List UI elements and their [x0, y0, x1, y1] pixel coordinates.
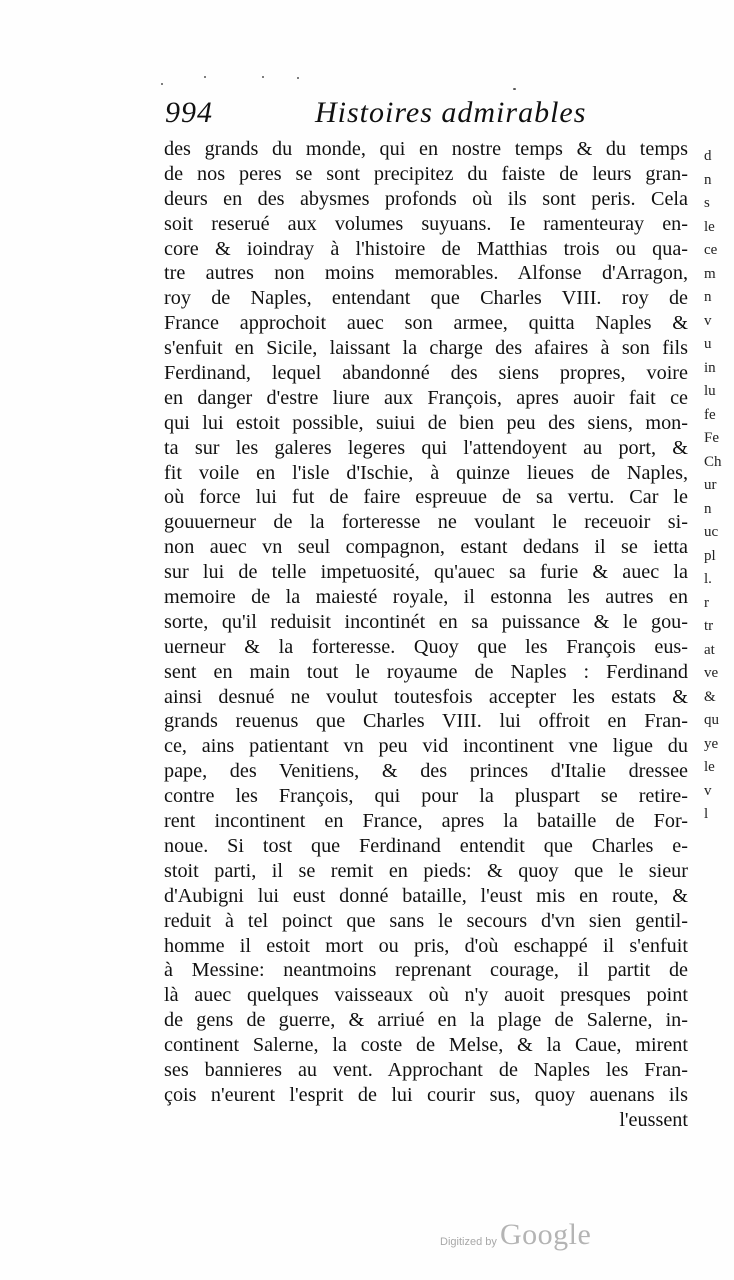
- margin-fragment: in: [704, 359, 716, 376]
- page-header: [165, 96, 685, 136]
- margin-fragment: le: [704, 218, 715, 235]
- text-line: grands reuenus que Charles VIII. lui offroit en Fran-: [164, 710, 688, 733]
- margin-fragment: ur: [704, 477, 717, 493]
- margin-fragment: qu: [704, 712, 719, 728]
- text-line: ce, ains patientant vn peu vid incontinent vne ligue du: [164, 735, 688, 758]
- text-line: là auec quelques vaisseaux où n'y auoit presques point: [164, 984, 688, 1007]
- text-line: tre autres non moins memorables. Alfonse d'Arragon,: [164, 262, 688, 285]
- text-line: ta sur les galeres legeres qui l'attendoyent au port, &: [164, 436, 688, 459]
- text-line: d'Aubigni lui eust donné bataille, l'eust mis en route, &: [164, 884, 688, 907]
- text-line: des grands du monde, qui en nostre temps & du temps: [164, 138, 688, 160]
- margin-fragment: n: [704, 289, 712, 305]
- margin-fragment: le: [704, 759, 715, 775]
- margin-fragment: v: [704, 782, 712, 799]
- text-line: continent Salerne, la coste de Melse, & la Caue, mirent: [164, 1034, 688, 1057]
- margin-fragment: lu: [704, 383, 716, 399]
- page-number: 994: [165, 96, 213, 129]
- text-line: uerneur & la forteresse. Quoy que les François eus-: [164, 635, 688, 658]
- text-line: homme il estoit mort ou pris, d'où eschappé il s'enfuit: [164, 934, 688, 957]
- margin-fragment: fe: [704, 406, 716, 423]
- google-logo: Google: [500, 1218, 592, 1251]
- text-line: pape, des Venitiens, & des princes d'Italie dressee: [164, 760, 688, 783]
- text-line: de gens de guerre, & arriué en la plage de Salerne, in-: [164, 1009, 688, 1032]
- text-line: core & ioindray à l'histoire de Matthias trois ou qua-: [164, 237, 688, 260]
- text-line: ainsi desnué ne voulut toutesfois accepter les estats &: [164, 685, 688, 708]
- text-line: Ferdinand, lequel abandonné des siens propres, voire: [164, 362, 688, 385]
- text-line: rent incontinent en France, apres la bataille de For-: [164, 810, 688, 833]
- ink-speck: [262, 76, 264, 78]
- facing-page-margin: [704, 145, 734, 827]
- margin-fragment: Fe: [704, 430, 719, 446]
- watermark-prefix: Digitized by: [440, 1236, 497, 1248]
- text-line: stoit parti, il se remit en pieds: & quoy que le sieur: [164, 859, 688, 882]
- text-line: roy de Naples, entendant que Charles VIII. roy de: [164, 287, 688, 310]
- text-line: sur lui de telle impetuosité, qu'auec sa furie & auec la: [164, 561, 688, 584]
- margin-fragment: tr: [704, 618, 714, 634]
- text-line: memoire de la maiesté royale, il estonna les autres en: [164, 586, 688, 609]
- text-line: deurs en des abysmes profonds où ils sont peris. Cela: [164, 187, 688, 210]
- text-line: gouuerneur de la forteresse ne voulant le receuoir si-: [164, 511, 688, 534]
- text-line: reduit à tel poinct que sans le secours d'vn sien gentil-: [164, 909, 688, 932]
- digitization-watermark: [440, 1218, 600, 1258]
- text-line: sent en main tout le royaume de Naples : Ferdinand: [164, 660, 688, 683]
- body-text-block: [164, 137, 688, 1133]
- text-line: où force lui fut de faire espreuue de sa vertu. Car le: [164, 486, 688, 509]
- text-line: France approchoit auec son armee, quitta Naples &: [164, 312, 688, 335]
- margin-fragment: ye: [704, 735, 719, 752]
- text-line: fit voile en l'isle d'Ischie, à quinze lieues de Naples,: [164, 461, 688, 484]
- margin-fragment: v: [704, 312, 712, 329]
- margin-fragment: l: [704, 806, 709, 822]
- text-line: noue. Si tost que Ferdinand entendit que Charles e-: [164, 834, 688, 857]
- margin-fragment: at: [704, 641, 715, 658]
- text-line: non auec vn seul compagnon, estant dedans il se ietta: [164, 536, 688, 559]
- margin-fragment: n: [704, 171, 712, 188]
- margin-fragment: &: [704, 688, 716, 705]
- margin-fragment: Ch: [704, 453, 722, 470]
- margin-fragment: d: [704, 148, 712, 164]
- text-line: contre les François, qui pour la pluspart se retire-: [164, 785, 688, 808]
- margin-fragment: uc: [704, 524, 719, 540]
- text-line: çois n'eurent l'esprit de lui courir sus, quoy auenans ils: [164, 1083, 688, 1106]
- ink-speck: [297, 77, 299, 79]
- margin-fragment: u: [704, 336, 712, 352]
- text-line: s'enfuit en Sicile, laissant la charge des afaires à son fils: [164, 337, 688, 360]
- ink-speck: [161, 83, 163, 85]
- margin-fragment: ve: [704, 665, 719, 681]
- running-title: Histoires admirables: [315, 96, 587, 129]
- catchword: l'eussent: [619, 1108, 688, 1131]
- ink-speck: [204, 76, 206, 78]
- margin-fragment: m: [704, 265, 716, 282]
- margin-fragment: r: [704, 594, 709, 611]
- text-line: soit reserué aux volumes suyuans. Ie ramenteuray en-: [164, 212, 688, 235]
- margin-fragment: s: [704, 195, 710, 211]
- text-line: ses bannieres au vent. Approchant de Naples les Fran-: [164, 1058, 688, 1081]
- margin-fragment: n: [704, 500, 712, 517]
- margin-fragment: l.: [704, 571, 712, 587]
- text-line: en danger d'estre liure aux François, apres auoir fait ce: [164, 386, 688, 409]
- text-line: sorte, qu'il reduisit incontinét en sa puissance & le gou-: [164, 610, 688, 633]
- margin-fragment: pl: [704, 547, 716, 564]
- text-line: de nos peres se sont precipitez du faiste de leurs gran-: [164, 162, 688, 185]
- ink-speck: [513, 88, 516, 90]
- text-line: qui lui estoit possible, suiui de bien peu des siens, mon-: [164, 411, 688, 434]
- text-line: à Messine: neantmoins reprenant courage, il partit de: [164, 959, 688, 982]
- margin-fragment: ce: [704, 242, 718, 258]
